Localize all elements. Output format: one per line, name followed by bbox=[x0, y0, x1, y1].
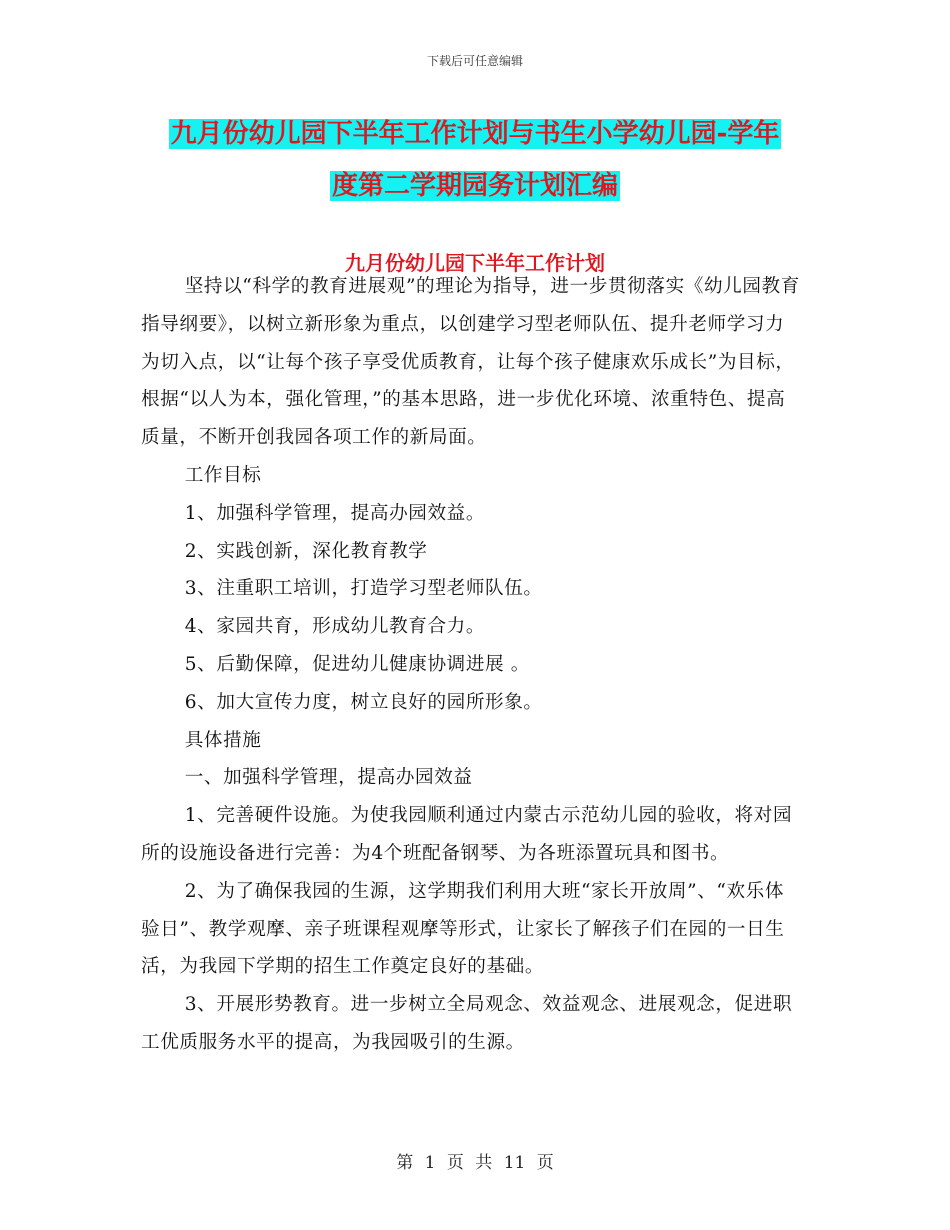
measure-paragraph-3: 3、开展形势教育。进一步树立全局观念、效益观念、进展观念，促进职工优质服务水平的提高，为我园吸引的生源。 bbox=[141, 994, 793, 1053]
measure-section-1-heading: 一、加强科学管理，提高办园效益 bbox=[184, 767, 473, 789]
intro-paragraph: 坚持以“科学的教育进展观”的理论为指导，进一步贯彻落实《幼儿园教育指导纲要》，以树立新形象为重点，以创建学习型老师队伍、提升老师学习力为切入点，以“让每个孩子享受优质教育，让每个孩子健康欢乐成长”为目标，根据“以人为本，强化管理，”的基本思路，进一步优化环境、浓重特色、提高质量，不断开创我园各项工作的新局面。 bbox=[141, 276, 800, 449]
page-footer: 第 1 页 共 11 页 bbox=[396, 1153, 554, 1173]
heading-measures: 具体措施 bbox=[184, 729, 262, 751]
header-note: 下载后可任意编辑 bbox=[426, 54, 523, 68]
heading-goals: 工作目标 bbox=[184, 464, 262, 486]
document-title-line-1: 九月份幼儿园下半年工作计划与书生小学幼儿园-学年 bbox=[170, 119, 780, 149]
goal-item-1: 1、加强科学管理，提高办园效益。 bbox=[184, 502, 486, 524]
measure-paragraph-1: 1、完善硬件设施。为使我园顺利通过内蒙古示范幼儿园的验收，将对园所的设施设备进行完善：为4个班配备钢琴、为各班添置玩具和图书。 bbox=[141, 805, 793, 864]
goal-item-2: 2、实践创新，深化教育教学 bbox=[184, 540, 428, 562]
document-title bbox=[0, 108, 950, 212]
goal-item-3: 3、注重职工培训，打造学习型老师队伍。 bbox=[184, 578, 543, 600]
document-title-line-2: 度第二学期园务计划汇编 bbox=[331, 171, 618, 201]
section-title: 九月份幼儿园下半年工作计划 bbox=[345, 251, 605, 275]
goal-item-5: 5、后勤保障，促进幼儿健康协调进展 。 bbox=[184, 653, 530, 675]
document-body bbox=[141, 268, 801, 1062]
measure-paragraph-2: 2、为了确保我园的生源，这学期我们利用大班“家长开放周”、“欢乐体验日”、教学观摩、亲子班课程观摩等形式，让家长了解孩子们在园的一日生活，为我园下学期的招生工作奠定良好的基础。 bbox=[141, 880, 785, 978]
goal-item-6: 6、加大宣传力度，树立良好的园所形象。 bbox=[184, 691, 543, 713]
goal-item-4: 4、家园共育，形成幼儿教育合力。 bbox=[184, 616, 486, 638]
